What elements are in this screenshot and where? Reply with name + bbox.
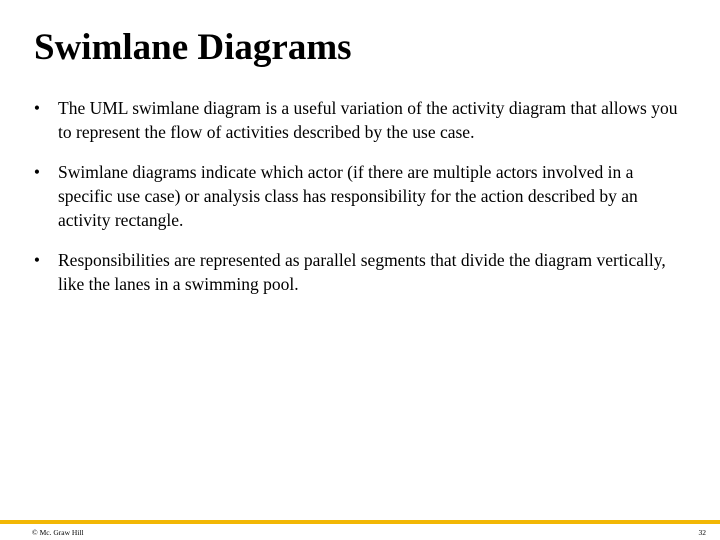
bullet-text: Swimlane diagrams indicate which actor (if there are multiple actors involved in a specific use case) or analysis class has responsibility for the action described by an activity rectangle. (58, 162, 638, 230)
bullet-text: Responsibilities are represented as parallel segments that divide the diagram vertically, like the lanes in a swimming pool. (58, 250, 666, 294)
bullet-item (30, 248, 680, 296)
bullet-list (30, 96, 680, 312)
bullet-item (30, 160, 680, 232)
bullet-icon: • (33, 162, 41, 182)
copyright-notice: © Mc. Graw Hill (32, 528, 84, 537)
bullet-icon: • (33, 98, 41, 118)
slide-title: Swimlane Diagrams (34, 27, 352, 68)
page-number: 32 (698, 528, 706, 537)
footer-divider (0, 520, 720, 524)
bullet-item (30, 96, 680, 144)
bullet-text: The UML swimlane diagram is a useful variation of the activity diagram that allows you to represent the flow of activities described by the use case. (58, 98, 678, 142)
bullet-icon: • (33, 250, 41, 270)
